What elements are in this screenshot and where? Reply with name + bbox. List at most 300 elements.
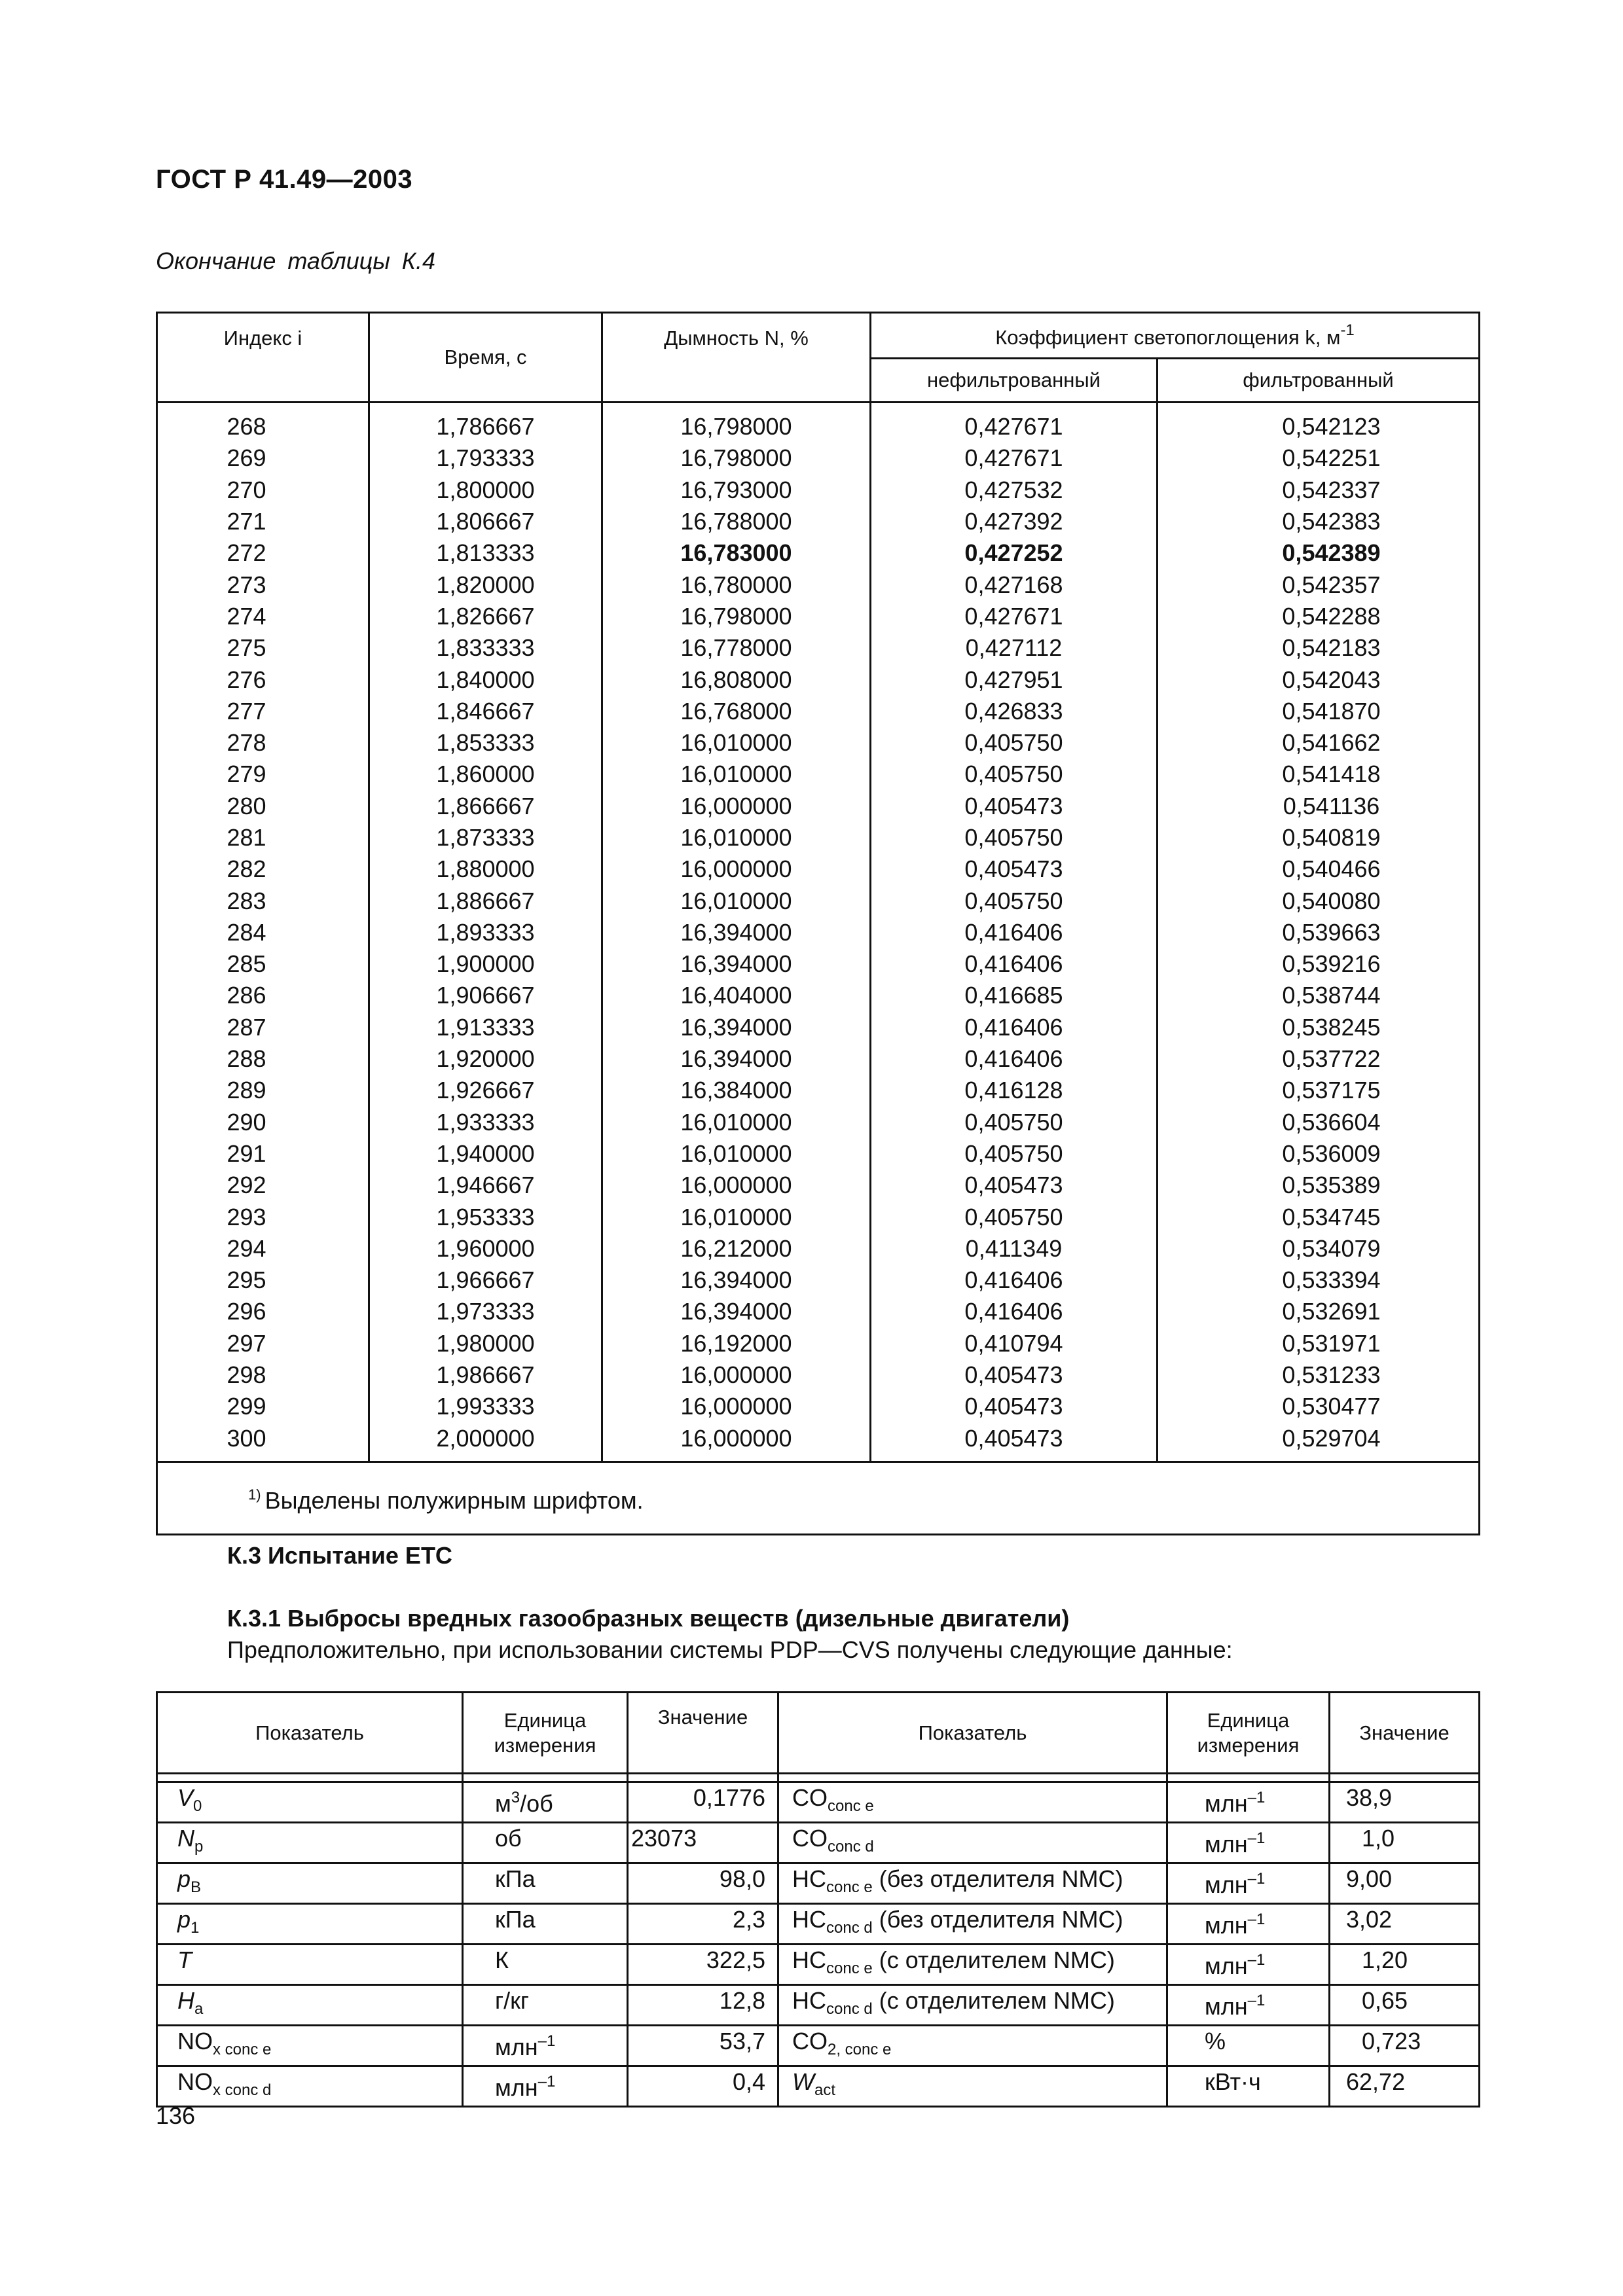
- cell-unfiltered: 0,405750: [871, 727, 1158, 759]
- cell-smoke: 16,394000: [602, 1265, 871, 1296]
- cell-smoke: 16,778000: [602, 632, 871, 664]
- table-row: [157, 853, 1480, 885]
- cell-index: 271: [157, 506, 369, 537]
- cell-smoke: 16,788000: [602, 506, 871, 537]
- cell-symbol-2: [778, 1985, 1167, 2026]
- cell-time: 1,933333: [369, 1107, 602, 1138]
- cell-symbol-2: [778, 1904, 1167, 1945]
- unit-base: млн: [1205, 1790, 1248, 1817]
- unit-base: млн: [495, 2034, 538, 2060]
- symbol-subscript: B: [191, 1878, 202, 1896]
- cell-unfiltered: 0,416128: [871, 1075, 1158, 1106]
- table-row: [157, 632, 1480, 664]
- smoke-table: [156, 312, 1480, 1535]
- unit-base: г/кг: [495, 1987, 530, 2014]
- cell-index: 289: [157, 1075, 369, 1106]
- footnote-text: Выделены полужирным шрифтом.: [264, 1487, 644, 1515]
- cell-time: 1,980000: [369, 1328, 602, 1359]
- symbol-base: T: [177, 1946, 192, 1973]
- cell-unit-2: [1167, 1904, 1330, 1945]
- cell-filtered: 0,542288: [1158, 601, 1480, 632]
- cell-unit: [463, 2066, 628, 2107]
- cell-filtered: 0,529704: [1158, 1423, 1480, 1462]
- symbol-base: H: [177, 1987, 194, 2014]
- symbol-subscript: x conc d: [213, 2081, 272, 2099]
- cell-symbol: [157, 1945, 463, 1985]
- cell-symbol-2: [778, 1863, 1167, 1904]
- cell-smoke: 16,798000: [602, 601, 871, 632]
- unit-superscript: –1: [1247, 1992, 1266, 2009]
- unit-base: млн: [1205, 1952, 1248, 1979]
- cell-index: 300: [157, 1423, 369, 1462]
- table-row: [157, 759, 1480, 790]
- table-row: [157, 1012, 1480, 1043]
- cell-unfiltered: 0,405473: [871, 853, 1158, 885]
- unit-base: млн: [1205, 1871, 1248, 1898]
- cell-unit: [463, 1904, 628, 1945]
- cell-value-2: 9,00: [1330, 1863, 1480, 1904]
- cell-unfiltered: 0,427671: [871, 411, 1158, 442]
- col-header-smoke-text: Дымность N, %: [664, 327, 809, 350]
- cell-smoke: 16,000000: [602, 1391, 871, 1422]
- cell-smoke: 16,793000: [602, 475, 871, 506]
- unit-base: кПа: [495, 1906, 536, 1933]
- table-caption: Окончание таблицы К.4: [156, 247, 436, 274]
- col-header-smoke: [602, 313, 871, 403]
- cell-symbol-2: [778, 1823, 1167, 1863]
- cell-index: 293: [157, 1201, 369, 1232]
- unit-superscript: –1: [1247, 1870, 1266, 1888]
- cell-unfiltered: 0,427168: [871, 569, 1158, 600]
- cell-time: 1,973333: [369, 1296, 602, 1327]
- unit-base: кВт·ч: [1205, 2068, 1261, 2095]
- cell-value: 23073: [628, 1823, 778, 1863]
- unit-base: %: [1205, 2028, 1226, 2054]
- cell-index: 279: [157, 759, 369, 790]
- unit-header-line2: измерения: [1197, 1733, 1300, 1757]
- cell-unfiltered: 0,427671: [871, 442, 1158, 474]
- table-row: [157, 885, 1480, 916]
- cell-filtered: 0,540080: [1158, 885, 1480, 916]
- table-row: [157, 1823, 1480, 1863]
- cell-smoke: 16,404000: [602, 980, 871, 1011]
- cell-index: 278: [157, 727, 369, 759]
- unit-superscript: –1: [538, 2073, 556, 2090]
- cell-unfiltered: 0,405750: [871, 1107, 1158, 1138]
- cell-filtered: 0,542123: [1158, 411, 1480, 442]
- cell-unit: [463, 2026, 628, 2066]
- cell-smoke: 16,394000: [602, 1012, 871, 1043]
- symbol-base: V: [177, 1784, 194, 1811]
- cell-smoke: 16,000000: [602, 791, 871, 822]
- table-row: [157, 1423, 1480, 1462]
- table-row: [157, 664, 1480, 695]
- cell-unit-2: [1167, 1823, 1330, 1863]
- cell-filtered: 0,542383: [1158, 506, 1480, 537]
- cell-smoke: 16,010000: [602, 822, 871, 853]
- cell-unit-2: [1167, 2066, 1330, 2107]
- cell-filtered: 0,534745: [1158, 1201, 1480, 1232]
- cell-value: 2,3: [628, 1904, 778, 1945]
- table-row: [157, 2066, 1480, 2107]
- cell-symbol-2: [778, 2066, 1167, 2107]
- cell-unit-2: [1167, 2026, 1330, 2066]
- cell-smoke: 16,010000: [602, 759, 871, 790]
- table-row: [157, 1107, 1480, 1138]
- unit-header-line1: Единица: [503, 1708, 587, 1732]
- cell-time: 1,966667: [369, 1265, 602, 1296]
- cell-time: 1,913333: [369, 1012, 602, 1043]
- cell-symbol-2: [778, 1782, 1167, 1823]
- cell-time: 1,893333: [369, 917, 602, 948]
- cell-symbol: [157, 1904, 463, 1945]
- cell-unfiltered: 0,405473: [871, 791, 1158, 822]
- cell-unfiltered: 0,405750: [871, 759, 1158, 790]
- cell-index: 275: [157, 632, 369, 664]
- cell-filtered: 0,542337: [1158, 475, 1480, 506]
- cell-filtered: 0,535389: [1158, 1170, 1480, 1201]
- cell-filtered: 0,540819: [1158, 822, 1480, 853]
- table-row: [157, 791, 1480, 822]
- cell-filtered: 0,542183: [1158, 632, 1480, 664]
- cell-unfiltered: 0,416406: [871, 1296, 1158, 1327]
- emissions-table-body: [157, 1774, 1480, 2107]
- table-row: [157, 1265, 1480, 1296]
- cell-filtered: 0,539663: [1158, 917, 1480, 948]
- cell-index: 286: [157, 980, 369, 1011]
- unit-superscript: 3: [511, 1789, 520, 1806]
- cell-index: 268: [157, 411, 369, 442]
- cell-smoke: 16,783000: [602, 537, 871, 569]
- cell-symbol: [157, 2026, 463, 2066]
- table-row: [157, 822, 1480, 853]
- cell-index: 276: [157, 664, 369, 695]
- unit-header-line1: Единица: [1207, 1708, 1290, 1732]
- symbol-base: NO: [177, 2028, 213, 2054]
- cell-unfiltered: 0,416406: [871, 1265, 1158, 1296]
- unit-superscript: –1: [1247, 1951, 1266, 1969]
- cell-unit-2: [1167, 1782, 1330, 1823]
- table-row: [157, 2026, 1480, 2066]
- cell-symbol: [157, 1782, 463, 1823]
- cell-filtered: 0,536604: [1158, 1107, 1480, 1138]
- cell-filtered: 0,537175: [1158, 1075, 1480, 1106]
- cell-smoke: 16,394000: [602, 917, 871, 948]
- unit-tail: /об: [520, 1790, 553, 1817]
- cell-value: 98,0: [628, 1863, 778, 1904]
- cell-smoke: 16,010000: [602, 885, 871, 916]
- cell-filtered: 0,533394: [1158, 1265, 1480, 1296]
- cell-unfiltered: 0,426833: [871, 696, 1158, 727]
- cell-time: 1,953333: [369, 1201, 602, 1232]
- symbol-tail: (без отделителя NMC): [872, 1906, 1123, 1933]
- table-row: [157, 475, 1480, 506]
- symbol-subscript: conc e: [828, 1797, 874, 1815]
- cell-index: 288: [157, 1043, 369, 1075]
- cell-index: 272: [157, 537, 369, 569]
- cell-index: 274: [157, 601, 369, 632]
- col-header-coef-text: Коэффициент светопоглощения k, м: [995, 325, 1341, 349]
- cell-smoke: 16,768000: [602, 696, 871, 727]
- cell-unit: [463, 1945, 628, 1985]
- table-row: [157, 1782, 1480, 1823]
- cell-unfiltered: 0,405473: [871, 1423, 1158, 1462]
- page-number: 136: [156, 2102, 196, 2129]
- col-header-index-text: Индекс i: [223, 327, 302, 350]
- unit-base: млн: [1205, 1993, 1248, 2020]
- unit-base: кПа: [495, 1865, 536, 1892]
- cell-filtered: 0,542043: [1158, 664, 1480, 695]
- col-header-index: [157, 313, 369, 403]
- table-row: [157, 917, 1480, 948]
- cell-smoke: 16,000000: [602, 1170, 871, 1201]
- table-row: [157, 442, 1480, 474]
- cell-unit-2: [1167, 1945, 1330, 1985]
- symbol-subscript: act: [814, 2081, 835, 2099]
- table-row: [157, 1075, 1480, 1106]
- symbol-base: HC: [792, 1987, 826, 2014]
- cell-smoke: 16,000000: [602, 1423, 871, 1462]
- table-row: [157, 1201, 1480, 1232]
- cell-value-2: 1,0: [1330, 1823, 1480, 1863]
- cell-value: 0,1776: [628, 1782, 778, 1823]
- cell-smoke: 16,000000: [602, 1359, 871, 1391]
- cell-unfiltered: 0,405750: [871, 822, 1158, 853]
- cell-value-2: 38,9: [1330, 1782, 1480, 1823]
- cell-filtered: 0,531971: [1158, 1328, 1480, 1359]
- col-header-coef-exp: -1: [1340, 321, 1355, 339]
- cell-time: 1,906667: [369, 980, 602, 1011]
- cell-unfiltered: 0,416406: [871, 1012, 1158, 1043]
- unit-superscript: –1: [1247, 1789, 1266, 1806]
- table-row: [157, 1359, 1480, 1391]
- symbol-subscript: conc d: [826, 1919, 873, 1937]
- table-row: [157, 1170, 1480, 1201]
- cell-smoke: 16,394000: [602, 1043, 871, 1075]
- symbol-tail: (с отделителем NMC): [872, 1946, 1115, 1973]
- cell-index: 273: [157, 569, 369, 600]
- cell-time: 1,926667: [369, 1075, 602, 1106]
- cell-index: 294: [157, 1233, 369, 1265]
- cell-filtered: 0,538245: [1158, 1012, 1480, 1043]
- intro-text: Предположительно, при использовании системы PDP—CVS получены следующие данные:: [227, 1636, 1233, 1663]
- cell-unfiltered: 0,416406: [871, 1043, 1158, 1075]
- cell-index: 283: [157, 885, 369, 916]
- symbol-base: CO: [792, 1784, 828, 1811]
- symbol-base: p: [177, 1865, 191, 1892]
- table-row: [157, 569, 1480, 600]
- cell-smoke: 16,780000: [602, 569, 871, 600]
- cell-index: 282: [157, 853, 369, 885]
- symbol-base: N: [177, 1825, 194, 1852]
- table-row: [157, 1296, 1480, 1327]
- unit-base: К: [495, 1946, 509, 1973]
- cell-smoke: 16,010000: [602, 1138, 871, 1170]
- cell-filtered: 0,541870: [1158, 696, 1480, 727]
- cell-smoke: 16,212000: [602, 1233, 871, 1265]
- cell-value-2: 0,65: [1330, 1985, 1480, 2026]
- cell-unfiltered: 0,427951: [871, 664, 1158, 695]
- cell-smoke: 16,798000: [602, 411, 871, 442]
- table-row: [157, 696, 1480, 727]
- cell-index: 284: [157, 917, 369, 948]
- smoke-table-body: [157, 403, 1480, 1462]
- cell-unfiltered: 0,405473: [871, 1359, 1158, 1391]
- cell-filtered: 0,542251: [1158, 442, 1480, 474]
- cell-unfiltered: 0,405473: [871, 1391, 1158, 1422]
- cell-filtered: 0,532691: [1158, 1296, 1480, 1327]
- col-header-param-1: Показатель: [157, 1693, 463, 1774]
- cell-unfiltered: 0,411349: [871, 1233, 1158, 1265]
- cell-filtered: 0,541418: [1158, 759, 1480, 790]
- cell-time: 1,866667: [369, 791, 602, 822]
- cell-index: 292: [157, 1170, 369, 1201]
- unit-superscript: –1: [1247, 1829, 1266, 1847]
- symbol-base: HC: [792, 1946, 826, 1973]
- cell-time: 1,793333: [369, 442, 602, 474]
- cell-time: 1,986667: [369, 1359, 602, 1391]
- symbol-base: HC: [792, 1906, 826, 1933]
- symbol-subscript: conc e: [826, 1878, 873, 1896]
- cell-index: 287: [157, 1012, 369, 1043]
- cell-time: 1,900000: [369, 948, 602, 980]
- cell-index: 290: [157, 1107, 369, 1138]
- subsection-title: К.3.1 Выбросы вредных газообразных веществ (дизельные двигатели): [227, 1605, 1070, 1632]
- cell-unfiltered: 0,410794: [871, 1328, 1158, 1359]
- cell-index: 269: [157, 442, 369, 474]
- cell-symbol-2: [778, 2026, 1167, 2066]
- table-row: [157, 1945, 1480, 1985]
- symbol-subscript: conc d: [828, 1838, 874, 1856]
- cell-index: 291: [157, 1138, 369, 1170]
- cell-filtered: 0,539216: [1158, 948, 1480, 980]
- cell-index: 277: [157, 696, 369, 727]
- cell-unfiltered: 0,416406: [871, 948, 1158, 980]
- table-footnote: [157, 1462, 1480, 1534]
- document-header: ГОСТ Р 41.49—2003: [156, 165, 413, 194]
- cell-index: 295: [157, 1265, 369, 1296]
- cell-filtered: 0,538744: [1158, 980, 1480, 1011]
- unit-base: млн: [495, 2074, 538, 2101]
- unit-base: м: [495, 1790, 511, 1817]
- table-row: [157, 1863, 1480, 1904]
- col-header-value-2: Значение: [1330, 1693, 1480, 1774]
- cell-unit: [463, 1823, 628, 1863]
- cell-filtered: 0,531233: [1158, 1359, 1480, 1391]
- cell-smoke: 16,798000: [602, 442, 871, 474]
- cell-index: 297: [157, 1328, 369, 1359]
- symbol-tail: (без отделителя NMC): [872, 1865, 1123, 1892]
- symbol-subscript: a: [194, 2000, 204, 2018]
- col-header-time: Время, с: [369, 313, 602, 403]
- section-title: К.3 Испытание ЕТС: [227, 1542, 452, 1569]
- cell-time: 1,960000: [369, 1233, 602, 1265]
- cell-unfiltered: 0,405750: [871, 1201, 1158, 1232]
- col-header-value-1: Значение: [628, 1693, 778, 1774]
- cell-unfiltered: 0,405750: [871, 885, 1158, 916]
- cell-filtered: 0,541136: [1158, 791, 1480, 822]
- cell-filtered: 0,534079: [1158, 1233, 1480, 1265]
- cell-index: 296: [157, 1296, 369, 1327]
- cell-index: 270: [157, 475, 369, 506]
- symbol-base: p: [177, 1906, 191, 1933]
- cell-unfiltered: 0,416685: [871, 980, 1158, 1011]
- cell-value-2: 0,723: [1330, 2026, 1480, 2066]
- col-header-param-2: Показатель: [778, 1693, 1167, 1774]
- cell-index: 285: [157, 948, 369, 980]
- cell-time: 1,920000: [369, 1043, 602, 1075]
- header-separator: [157, 403, 1480, 412]
- cell-unfiltered: 0,427671: [871, 601, 1158, 632]
- cell-value-2: 62,72: [1330, 2066, 1480, 2107]
- table-row: [157, 1328, 1480, 1359]
- cell-time: 1,853333: [369, 727, 602, 759]
- unit-superscript: –1: [538, 2032, 556, 2050]
- cell-smoke: 16,808000: [602, 664, 871, 695]
- col-header-coef-group: [871, 313, 1480, 359]
- symbol-subscript: p: [194, 1838, 204, 1856]
- cell-index: 298: [157, 1359, 369, 1391]
- col-header-unfiltered: нефильтрованный: [871, 358, 1158, 402]
- table-row: [157, 1391, 1480, 1422]
- cell-unfiltered: 0,405473: [871, 1170, 1158, 1201]
- cell-unit: [463, 1863, 628, 1904]
- symbol-base: CO: [792, 1825, 828, 1852]
- table-row: [157, 948, 1480, 980]
- cell-index: 280: [157, 791, 369, 822]
- cell-smoke: 16,000000: [602, 853, 871, 885]
- cell-unfiltered: 0,416406: [871, 917, 1158, 948]
- col-header-unit-2: [1167, 1693, 1330, 1774]
- symbol-subscript: 0: [193, 1797, 202, 1815]
- symbol-subscript: 1: [191, 1919, 200, 1937]
- cell-time: 1,860000: [369, 759, 602, 790]
- symbol-base: NO: [177, 2068, 213, 2095]
- col-header-unit-1: [463, 1693, 628, 1774]
- cell-filtered: 0,541662: [1158, 727, 1480, 759]
- cell-smoke: 16,384000: [602, 1075, 871, 1106]
- cell-time: 1,800000: [369, 475, 602, 506]
- emissions-table: [156, 1691, 1480, 2108]
- table-row: [157, 1985, 1480, 2026]
- cell-unfiltered: 0,427532: [871, 475, 1158, 506]
- unit-base: млн: [1205, 1831, 1248, 1857]
- cell-time: 1,826667: [369, 601, 602, 632]
- cell-value: 12,8: [628, 1985, 778, 2026]
- symbol-subscript: 2, conc e: [828, 2041, 892, 2058]
- cell-time: 1,886667: [369, 885, 602, 916]
- cell-filtered: 0,530477: [1158, 1391, 1480, 1422]
- table-row: [157, 1233, 1480, 1265]
- table-row: [157, 601, 1480, 632]
- table-row: [157, 980, 1480, 1011]
- cell-time: 1,880000: [369, 853, 602, 885]
- cell-smoke: 16,010000: [602, 727, 871, 759]
- cell-index: 281: [157, 822, 369, 853]
- cell-unit: [463, 1782, 628, 1823]
- cell-filtered: 0,536009: [1158, 1138, 1480, 1170]
- cell-symbol: [157, 1823, 463, 1863]
- cell-filtered: 0,537722: [1158, 1043, 1480, 1075]
- header-separator: [157, 1774, 1480, 1782]
- cell-symbol: [157, 2066, 463, 2107]
- unit-base: млн: [1205, 1912, 1248, 1939]
- footnote-mark: 1): [248, 1486, 261, 1503]
- cell-unfiltered: 0,405750: [871, 1138, 1158, 1170]
- cell-symbol-2: [778, 1945, 1167, 1985]
- cell-symbol: [157, 1985, 463, 2026]
- table-row: [157, 727, 1480, 759]
